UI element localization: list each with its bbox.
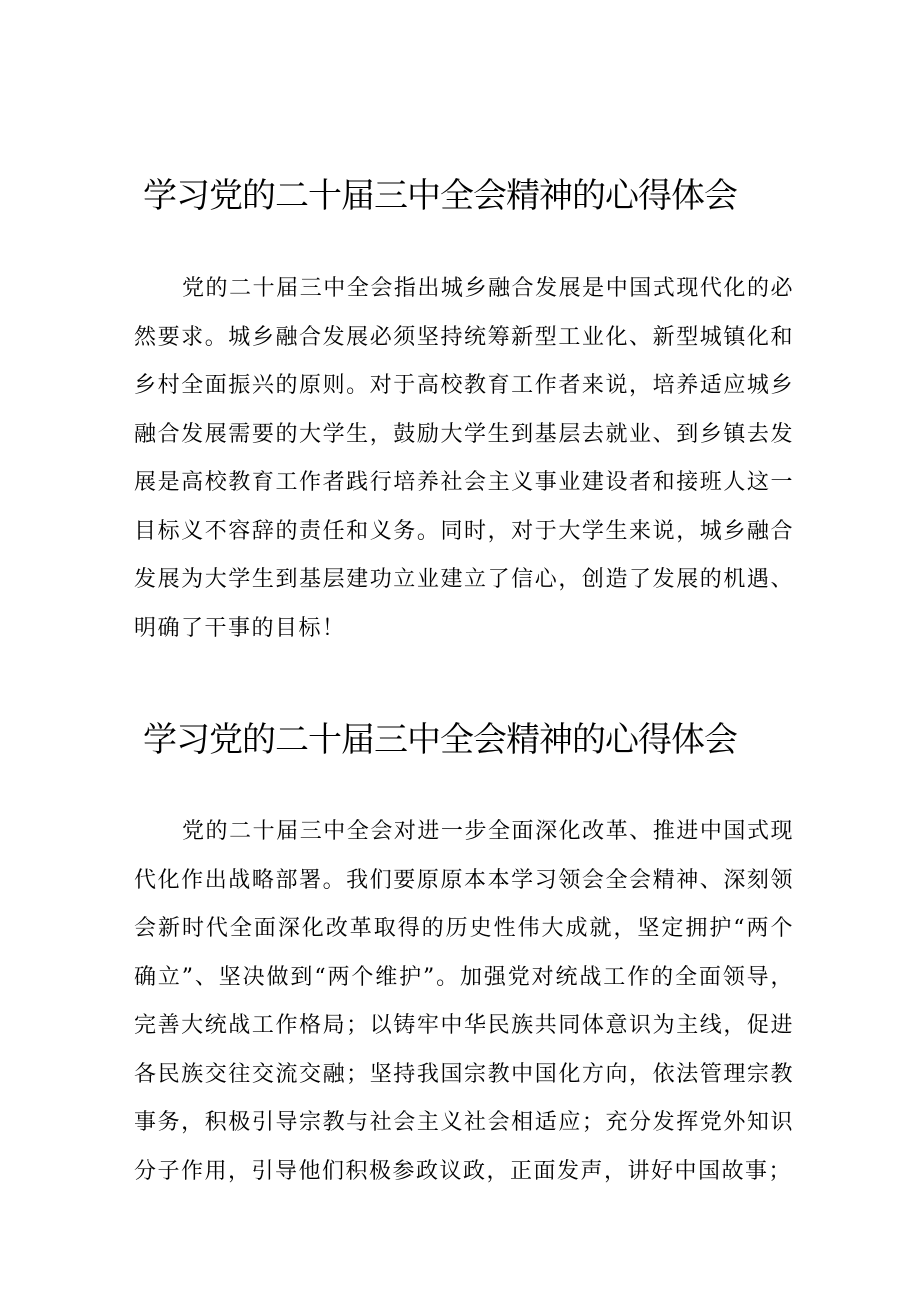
- section-2-body: 党的二十届三中全会对进一步全面深化改革、推进中国式现代化作出战略部署。我们要原原本本学习领会全会精神、深刻领会新时代全面深化改革取得的历史性伟大成就，坚定拥护“两个确立”、坚决做到“两个维护”。加强党对统战工作的全面领导，完善大统战工作格局；以铸牢中华民族共同体意识为主线，促进各民族交往交流交融；坚持我国宗教中国化方向，依法管理宗教事务，积极引导宗教与社会主义社会相适应；充分发挥党外知识分子作用，引导他们积极参政议政，正面发声，讲好中国故事；: [134, 819, 794, 1184]
- section-1-body: 党的二十届三中全会指出城乡融合发展是中国式现代化的必然要求。城乡融合发展必须坚持统筹新型工业化、新型城镇化和乡村全面振兴的原则。对于高校教育工作者来说，培养适应城乡融合发展需要的大学生，鼓励大学生到基层去就业、到乡镇去发展是高校教育工作者践行培养社会主义事业建设者和接班人这一目标义不容辞的责任和义务。同时，对于大学生来说，城乡融合发展为大学生到基层建功立业建立了信心，创造了发展的机遇、明确了干事的目标！: [134, 276, 794, 641]
- section-1-title: 学习党的二十届三中全会精神的心得体会: [143, 176, 737, 216]
- section-2-title: 学习党的二十届三中全会精神的心得体会: [143, 720, 737, 760]
